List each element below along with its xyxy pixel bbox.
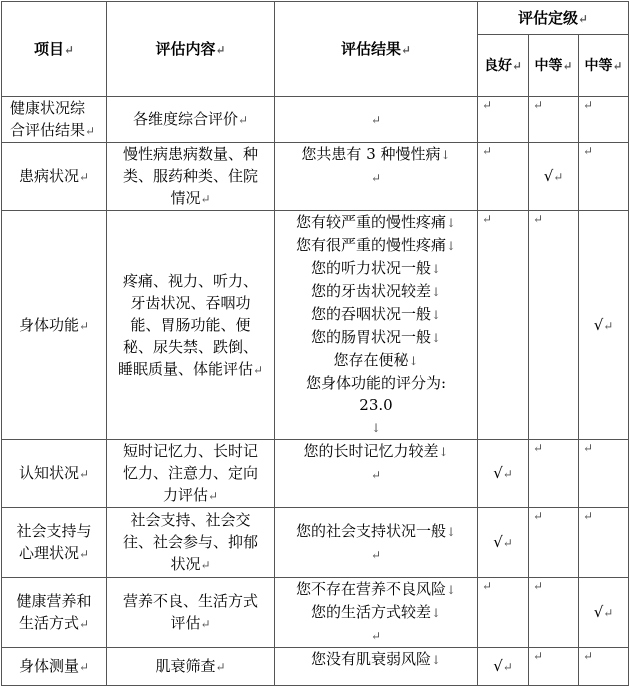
- row-item: 患病状况↵: [2, 143, 107, 211]
- rating-good-cell: ↵: [478, 97, 529, 143]
- row-item: 认知状况↵: [2, 440, 107, 508]
- row-content: 肌衰筛查↵: [107, 648, 275, 686]
- table-row: [2, 508, 629, 578]
- rating-medium-cell: √↵: [529, 143, 579, 211]
- rating-good-cell: ↵: [478, 578, 529, 648]
- header-content: 评估内容↵: [107, 2, 275, 97]
- row-result: ↵: [275, 97, 478, 143]
- row-content: 营养不良、生活方式 评估↵: [107, 578, 275, 648]
- rating-medium-cell: ↵: [529, 578, 579, 648]
- row-item: 社会支持与 心理状况↵: [2, 508, 107, 578]
- rating-medium-cell: ↵: [529, 508, 579, 578]
- rating-medium2-cell: ↵: [579, 143, 629, 211]
- header-result: 评估结果↵: [275, 2, 478, 97]
- rating-medium2-cell: ↵: [579, 508, 629, 578]
- assessment-table: [1, 1, 629, 686]
- rating-good-cell: √↵: [478, 648, 529, 686]
- rating-good-cell: √↵: [478, 440, 529, 508]
- row-result: 您的社会支持状况一般↓ ↵: [275, 508, 478, 578]
- rating-medium2-cell: ↵: [579, 440, 629, 508]
- row-result: 您共患有 3 种慢性病↓ ↵: [275, 143, 478, 211]
- header-item: 项目↵: [2, 2, 107, 97]
- row-content: 慢性病患病数量、种 类、服药种类、住院 情况↵: [107, 143, 275, 211]
- table-row: [2, 578, 629, 648]
- row-result: 您的长时记忆力较差↓ ↵: [275, 440, 478, 508]
- table-row: [2, 440, 629, 508]
- rating-medium2-cell: ↵: [579, 97, 629, 143]
- rating-medium2-cell: √↵: [579, 578, 629, 648]
- table-row: [2, 648, 629, 686]
- rating-medium-cell: ↵: [529, 97, 579, 143]
- rating-good-cell: ↵: [478, 143, 529, 211]
- header-rating: 评估定级↵: [478, 2, 629, 35]
- row-item: 健康状况综 合评估结果↵: [2, 97, 107, 143]
- table-row: [2, 211, 629, 440]
- rating-good-cell: √↵: [478, 508, 529, 578]
- row-result: 您不存在营养不良风险↓ 您的生活方式较差↓ ↵: [275, 578, 478, 648]
- row-item: 身体功能↵: [2, 211, 107, 440]
- rating-medium-cell: ↵: [529, 211, 579, 440]
- row-content: 社会支持、社会交 往、社会参与、抑郁 状况↵: [107, 508, 275, 578]
- row-content: 各维度综合评价↵: [107, 97, 275, 143]
- rating-medium-cell: ↵: [529, 648, 579, 686]
- rating-good-cell: ↵: [478, 211, 529, 440]
- rating-medium-cell: ↵: [529, 440, 579, 508]
- header-medium: 中等↵: [529, 35, 579, 97]
- row-content: 疼痛、视力、听力、 牙齿状况、吞咽功 能、胃肠功能、便 秘、尿失禁、跌倒、 睡眠质量、体能评估↵: [107, 211, 275, 440]
- rating-medium2-cell: ↵: [579, 648, 629, 686]
- row-item: 身体测量↵: [2, 648, 107, 686]
- row-content: 短时记忆力、长时记 忆力、注意力、定向 力评估↵: [107, 440, 275, 508]
- header-medium-2: 中等↵: [579, 35, 629, 97]
- row-result: 您有较严重的慢性疼痛↓ 您有很严重的慢性疼痛↓ 您的听力状况一般↓ 您的牙齿状况较差↓ 您的吞咽状况一般↓ 您的肠胃状况一般↓ 您存在便秘↓ 您身体功能的评分为: 23.0 ↓: [275, 211, 478, 440]
- table-row: [2, 97, 629, 143]
- row-item: 健康营养和 生活方式↵: [2, 578, 107, 648]
- header-good: 良好↵: [478, 35, 529, 97]
- rating-medium2-cell: √↵: [579, 211, 629, 440]
- row-result: 您没有肌衰弱风险↓: [275, 648, 478, 686]
- table-row: [2, 143, 629, 211]
